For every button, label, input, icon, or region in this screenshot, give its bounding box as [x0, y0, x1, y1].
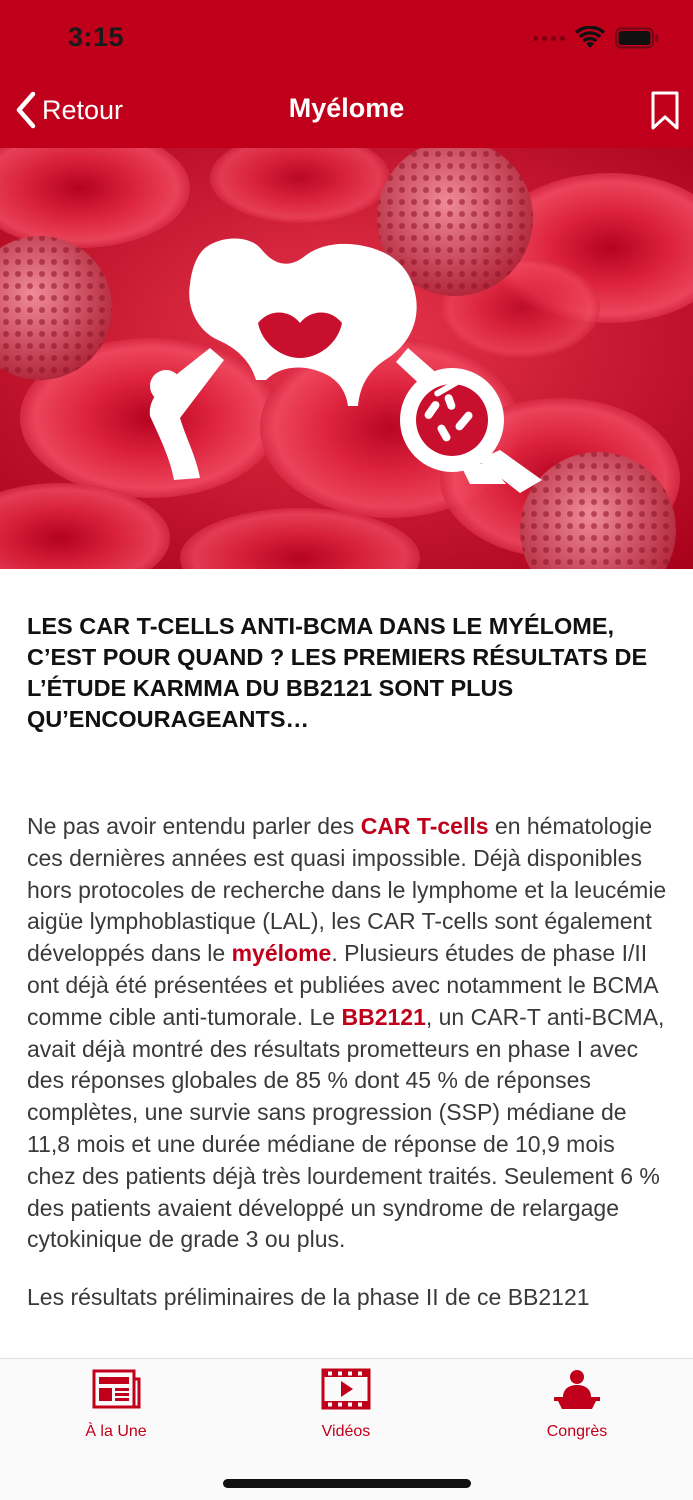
- paragraph-text: , un CAR-T anti-BCMA, avait déjà montré des résultats prometteurs en phase I avec des réponses globales de 85 % dont 45 % de réponses complètes, une survie sans progression (SSP) médiane de 11,8 mois et une durée médiane de réponse de 10,9 mois chez des patients déjà très lourdement traités. Seulement 6 % des patients avaient développé un syndrome de relargage cytokinique de grade 3 ou plus.: [27, 1003, 665, 1253]
- back-button-label: Retour: [42, 94, 124, 125]
- chevron-left-icon: [14, 91, 38, 129]
- home-indicator[interactable]: [223, 1479, 471, 1488]
- tab-bar: [0, 1358, 693, 1500]
- status-time: 3:15: [68, 22, 125, 52]
- newspaper-icon: [90, 1367, 142, 1411]
- battery-icon: [615, 27, 659, 49]
- status-indicators: [533, 24, 659, 52]
- bookmark-icon[interactable]: [649, 90, 681, 132]
- link-car-t-cells[interactable]: CAR T-cells: [360, 813, 489, 839]
- tab-label: À la Une: [85, 1423, 147, 1440]
- page-title: Myélome: [288, 93, 405, 123]
- article-paragraph-2: Les résultats préliminaires de la phase II de ce BB2121: [27, 1284, 590, 1311]
- video-icon: [320, 1367, 372, 1411]
- blood-cells-illustration: [0, 148, 693, 569]
- congress-speaker-icon: [551, 1367, 603, 1411]
- link-bb2121[interactable]: BB2121: [341, 1003, 426, 1030]
- tab-videos[interactable]: [266, 1367, 426, 1447]
- tab-label: Congrès: [546, 1423, 608, 1440]
- link-myelome[interactable]: myélome: [231, 940, 332, 967]
- cellular-signal-icon: [533, 36, 565, 41]
- paragraph-text: . Plusieurs études de phase I/II ont déjà été présentées et publiées avec notamment le BCMA comme cible anti-tumorale. Le: [27, 940, 658, 1030]
- back-button[interactable]: [14, 88, 123, 132]
- navigation-header: [0, 0, 693, 148]
- paragraph-text: en hématologie ces dernières années est quasi impossible. Déjà disponibles hors protocoles de recherche dans le lymphome et la leucémie aigüe lymphoblastique (LAL), les CAR T-cells sont également développés dans le: [27, 813, 667, 967]
- article-content: [27, 611, 669, 1357]
- hero-illustration: [0, 148, 693, 569]
- wifi-icon: [575, 26, 605, 50]
- tab-congres[interactable]: [497, 1367, 657, 1447]
- tab-a-la-une[interactable]: [36, 1367, 196, 1447]
- tab-label: Vidéos: [321, 1423, 371, 1440]
- article-headline: LES CAR T-CELLS ANTI-BCMA DANS LE MYÉLOME, C’EST POUR QUAND ? LES PREMIERS RÉSULTATS DE L’ÉTUDE KARMMA DU BB2121 SONT PLUS QU’ENCOURAGEANTS…: [27, 613, 648, 732]
- paragraph-text: Ne pas avoir entendu parler des: [27, 813, 361, 839]
- article-paragraph-1: [27, 811, 669, 1256]
